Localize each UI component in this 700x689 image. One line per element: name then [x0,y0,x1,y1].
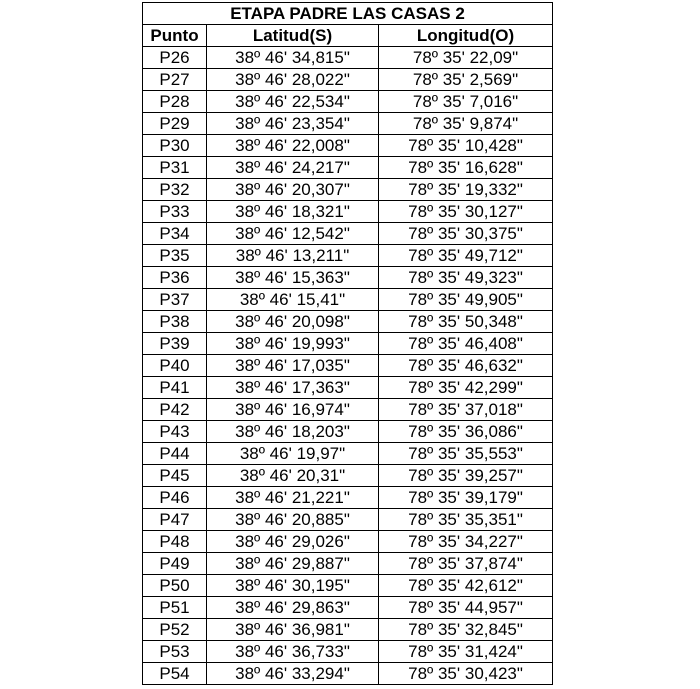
table-row [143,69,553,91]
cell-longitud: 78º 35' 30,375" [379,223,553,245]
header-latitud: Latitud(S) [207,25,379,47]
cell-punto: P48 [143,531,207,553]
cell-longitud: 78º 35' 34,227" [379,531,553,553]
cell-punto: P31 [143,157,207,179]
cell-punto: P54 [143,663,207,685]
cell-punto: P53 [143,641,207,663]
cell-punto: P50 [143,575,207,597]
cell-latitud: 38º 46' 18,203" [207,421,379,443]
cell-longitud: 78º 35' 35,351" [379,509,553,531]
cell-latitud: 38º 46' 15,363" [207,267,379,289]
header-punto: Punto [143,25,207,47]
table-row [143,377,553,399]
table-row [143,355,553,377]
cell-latitud: 38º 46' 18,321" [207,201,379,223]
table-row [143,289,553,311]
cell-punto: P29 [143,113,207,135]
cell-punto: P44 [143,443,207,465]
cell-latitud: 38º 46' 17,363" [207,377,379,399]
cell-latitud: 38º 46' 20,307" [207,179,379,201]
cell-latitud: 38º 46' 12,542" [207,223,379,245]
cell-punto: P46 [143,487,207,509]
cell-longitud: 78º 35' 39,257" [379,465,553,487]
cell-latitud: 38º 46' 19,97" [207,443,379,465]
cell-latitud: 38º 46' 28,022" [207,69,379,91]
cell-longitud: 78º 35' 22,09" [379,47,553,69]
cell-punto: P27 [143,69,207,91]
table-row [143,311,553,333]
table-row [143,641,553,663]
cell-longitud: 78º 35' 30,127" [379,201,553,223]
table-row [143,597,553,619]
cell-longitud: 78º 35' 37,018" [379,399,553,421]
cell-punto: P47 [143,509,207,531]
cell-latitud: 38º 46' 30,195" [207,575,379,597]
cell-longitud: 78º 35' 37,874" [379,553,553,575]
cell-longitud: 78º 35' 44,957" [379,597,553,619]
cell-longitud: 78º 35' 46,632" [379,355,553,377]
table-title: ETAPA PADRE LAS CASAS 2 [143,3,553,25]
table-row [143,47,553,69]
cell-longitud: 78º 35' 2,569" [379,69,553,91]
table-row [143,245,553,267]
cell-longitud: 78º 35' 10,428" [379,135,553,157]
table-row [143,575,553,597]
cell-punto: P36 [143,267,207,289]
cell-latitud: 38º 46' 20,31" [207,465,379,487]
table-row [143,223,553,245]
table-row [143,421,553,443]
cell-longitud: 78º 35' 50,348" [379,311,553,333]
cell-latitud: 38º 46' 16,974" [207,399,379,421]
table-row [143,531,553,553]
cell-latitud: 38º 46' 19,993" [207,333,379,355]
cell-longitud: 78º 35' 49,905" [379,289,553,311]
table-row [143,91,553,113]
cell-latitud: 38º 46' 20,098" [207,311,379,333]
cell-punto: P38 [143,311,207,333]
cell-longitud: 78º 35' 19,332" [379,179,553,201]
cell-punto: P28 [143,91,207,113]
cell-punto: P43 [143,421,207,443]
cell-latitud: 38º 46' 13,211" [207,245,379,267]
cell-latitud: 38º 46' 22,008" [207,135,379,157]
table-row [143,663,553,685]
cell-punto: P40 [143,355,207,377]
table-header-row [143,25,553,47]
cell-punto: P33 [143,201,207,223]
table-row [143,179,553,201]
table-row [143,619,553,641]
table-row [143,157,553,179]
cell-punto: P52 [143,619,207,641]
cell-latitud: 38º 46' 29,887" [207,553,379,575]
cell-punto: P51 [143,597,207,619]
table-row [143,201,553,223]
cell-longitud: 78º 35' 31,424" [379,641,553,663]
table-body [143,47,553,685]
cell-longitud: 78º 35' 30,423" [379,663,553,685]
cell-latitud: 38º 46' 20,885" [207,509,379,531]
cell-latitud: 38º 46' 36,981" [207,619,379,641]
cell-longitud: 78º 35' 49,712" [379,245,553,267]
cell-longitud: 78º 35' 9,874" [379,113,553,135]
cell-punto: P35 [143,245,207,267]
cell-punto: P37 [143,289,207,311]
table-row [143,135,553,157]
cell-latitud: 38º 46' 36,733" [207,641,379,663]
cell-longitud: 78º 35' 36,086" [379,421,553,443]
cell-punto: P41 [143,377,207,399]
cell-punto: P30 [143,135,207,157]
cell-latitud: 38º 46' 34,815" [207,47,379,69]
cell-punto: P49 [143,553,207,575]
cell-latitud: 38º 46' 23,354" [207,113,379,135]
table-row [143,553,553,575]
coordinates-table [142,2,553,685]
cell-longitud: 78º 35' 35,553" [379,443,553,465]
table-row [143,113,553,135]
cell-longitud: 78º 35' 46,408" [379,333,553,355]
cell-longitud: 78º 35' 42,612" [379,575,553,597]
cell-punto: P42 [143,399,207,421]
cell-longitud: 78º 35' 39,179" [379,487,553,509]
cell-longitud: 78º 35' 7,016" [379,91,553,113]
table-title-row [143,3,553,25]
cell-latitud: 38º 46' 24,217" [207,157,379,179]
table-row [143,465,553,487]
cell-longitud: 78º 35' 16,628" [379,157,553,179]
cell-longitud: 78º 35' 32,845" [379,619,553,641]
table-row [143,333,553,355]
table-row [143,443,553,465]
table-row [143,509,553,531]
table-row [143,487,553,509]
cell-latitud: 38º 46' 33,294" [207,663,379,685]
cell-latitud: 38º 46' 17,035" [207,355,379,377]
cell-latitud: 38º 46' 21,221" [207,487,379,509]
table-row [143,267,553,289]
cell-latitud: 38º 46' 29,863" [207,597,379,619]
table-row [143,399,553,421]
cell-punto: P45 [143,465,207,487]
cell-latitud: 38º 46' 22,534" [207,91,379,113]
cell-latitud: 38º 46' 15,41" [207,289,379,311]
cell-punto: P39 [143,333,207,355]
cell-longitud: 78º 35' 42,299" [379,377,553,399]
cell-latitud: 38º 46' 29,026" [207,531,379,553]
cell-punto: P34 [143,223,207,245]
cell-longitud: 78º 35' 49,323" [379,267,553,289]
cell-punto: P26 [143,47,207,69]
cell-punto: P32 [143,179,207,201]
header-longitud: Longitud(O) [379,25,553,47]
